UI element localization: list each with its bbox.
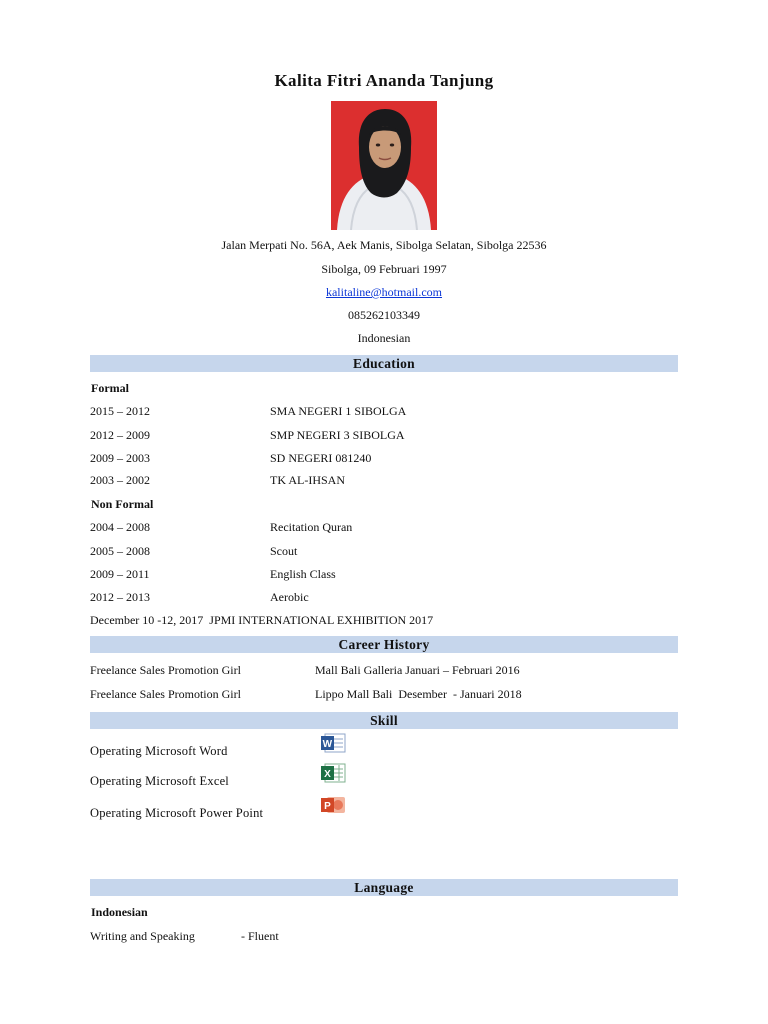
candidate-name: Kalita Fitri Ananda Tanjung	[274, 71, 494, 90]
formal-period: 2012 – 2009	[90, 428, 150, 442]
nonformal-period: 2009 – 2011	[90, 567, 150, 581]
formal-period: 2015 – 2012	[90, 404, 150, 418]
formal-label: Formal	[91, 381, 129, 395]
career-place: Mall Bali Galleria Januari – Februari 2016	[315, 663, 520, 677]
language-skill: Writing and Speaking	[90, 929, 195, 943]
language-name: Indonesian	[91, 905, 148, 919]
address: Jalan Merpati No. 56A, Aek Manis, Sibolga Selatan, Sibolga 22536	[221, 238, 547, 252]
language-level: - Fluent	[241, 929, 279, 943]
skill-label: Operating Microsoft Power Point	[90, 806, 264, 820]
formal-school: SD NEGERI 081240	[270, 451, 372, 465]
formal-period: 2009 – 2003	[90, 451, 150, 465]
language-row	[90, 929, 690, 945]
skill-row	[90, 801, 490, 826]
nonformal-row	[90, 590, 690, 606]
skill-row	[90, 769, 490, 794]
nonformal-activity: Aerobic	[270, 590, 309, 604]
career-row	[90, 663, 690, 679]
exhibition-line: December 10 -12, 2017 JPMI INTERNATIONAL EXHIBITION 2017	[90, 613, 434, 627]
nonformal-activity: English Class	[270, 567, 336, 581]
skill-header: Skill	[90, 712, 678, 729]
formal-school: TK AL-IHSAN	[270, 473, 345, 487]
formal-school: SMP NEGERI 3 SIBOLGA	[270, 428, 405, 442]
nonformal-activity: Recitation Quran	[270, 520, 353, 534]
phone: 085262103349	[348, 308, 420, 322]
powerpoint-icon	[320, 794, 346, 816]
formal-row	[90, 473, 690, 489]
nonformal-row	[90, 520, 690, 536]
skill-label: Operating Microsoft Word	[90, 744, 228, 758]
career-row	[90, 687, 690, 703]
formal-period: 2003 – 2002	[90, 473, 150, 487]
formal-row	[90, 451, 690, 467]
birth-info: Sibolga, 09 Februari 1997	[321, 262, 447, 276]
profile-photo	[331, 101, 437, 230]
nonformal-period: 2005 – 2008	[90, 544, 150, 558]
nationality: Indonesian	[357, 331, 411, 345]
email-line	[0, 285, 768, 300]
word-icon	[320, 732, 346, 754]
nonformal-period: 2004 – 2008	[90, 520, 150, 534]
svg-text:P: P	[324, 801, 331, 812]
excel-icon	[320, 762, 346, 784]
formal-row	[90, 404, 690, 420]
skill-row	[90, 739, 490, 764]
career-role: Freelance Sales Promotion Girl	[90, 687, 241, 701]
language-header: Language	[90, 879, 678, 896]
career-role: Freelance Sales Promotion Girl	[90, 663, 241, 677]
nonformal-label: Non Formal	[91, 497, 154, 511]
nonformal-activity: Scout	[270, 544, 298, 558]
career-header: Career History	[90, 636, 678, 653]
education-header: Education	[90, 355, 678, 372]
nonformal-row	[90, 544, 690, 560]
skill-label: Operating Microsoft Excel	[90, 774, 229, 788]
nonformal-row	[90, 567, 690, 583]
svg-text:W: W	[322, 739, 333, 750]
formal-row	[90, 428, 690, 444]
svg-text:X: X	[324, 769, 331, 780]
email-link[interactable]: kalitaline@hotmail.com	[325, 285, 443, 299]
career-place: Lippo Mall Bali Desember - Januari 2018	[315, 687, 522, 701]
formal-school: SMA NEGERI 1 SIBOLGA	[270, 404, 407, 418]
nonformal-period: 2012 – 2013	[90, 590, 150, 604]
